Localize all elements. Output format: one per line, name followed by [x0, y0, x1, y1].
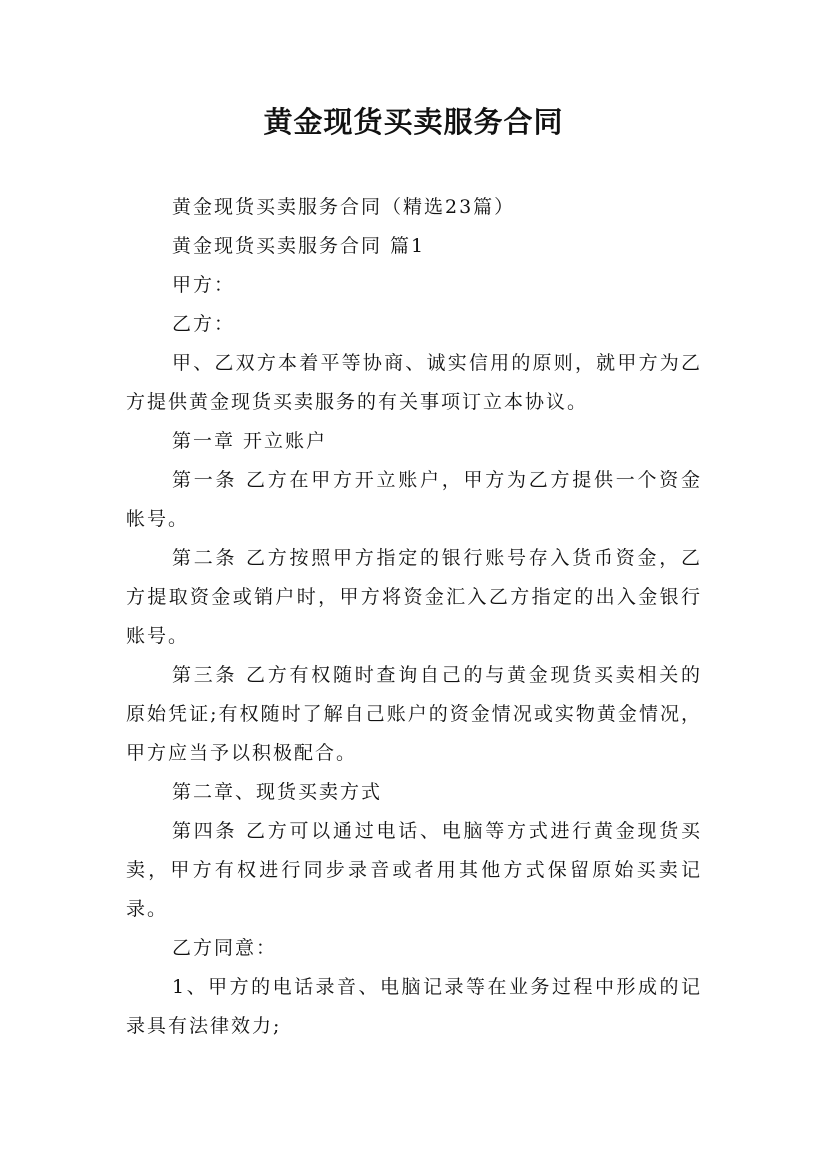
chapter-heading: 第二章、现货买卖方式: [172, 781, 383, 803]
preamble-paragraph: 甲、乙双方本着平等协商、诚实信用的原则，就甲方为乙方提供黄金现货买卖服务的有关事项订立本协议。: [126, 352, 702, 413]
document-body: [126, 188, 702, 1046]
agreement-line: 乙方同意：: [172, 937, 278, 959]
clause-paragraph: 第一条 乙方在甲方开立账户，甲方为乙方提供一个资金帐号。: [126, 469, 702, 530]
section-heading: 黄金现货买卖服务合同 篇1: [172, 235, 426, 257]
party-a-line: 甲方：: [172, 274, 236, 296]
subtitle-paragraph: 黄金现货买卖服务合同（精选23篇）: [172, 196, 516, 218]
clause-paragraph: 第三条 乙方有权随时查询自己的与黄金现货买卖相关的原始凭证;有权随时了解自己账户的资金情况或实物黄金情况，甲方应当予以积极配合。: [126, 664, 702, 764]
clause-paragraph: 第四条 乙方可以通过电话、电脑等方式进行黄金现货买卖，甲方有权进行同步录音或者用其他方式保留原始买卖记录。: [126, 820, 702, 920]
party-b-line: 乙方：: [172, 313, 236, 335]
clause-paragraph: 第二条 乙方按照甲方指定的银行账号存入货币资金，乙方提取资金或销户时，甲方将资金汇入乙方指定的出入金银行账号。: [126, 547, 702, 647]
chapter-heading: 第一章 开立账户: [172, 430, 328, 452]
list-item: 1、甲方的电话录音、电脑记录等在业务过程中形成的记录具有法律效力;: [126, 976, 702, 1037]
document-title: 黄金现货买卖服务合同: [263, 105, 564, 139]
